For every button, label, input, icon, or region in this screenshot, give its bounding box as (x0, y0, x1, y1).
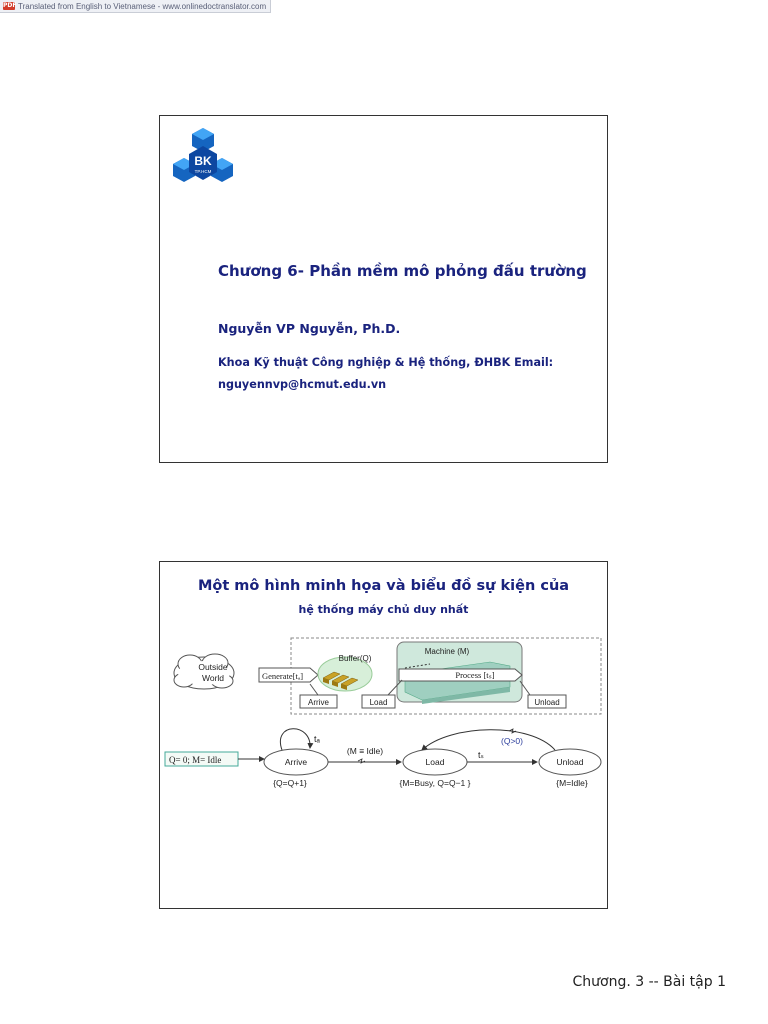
arrive-node-label: Arrive (284, 757, 308, 767)
arrive-box-label: Arrive (308, 698, 329, 707)
affiliation-line-1: Khoa Kỹ thuật Công nghiệp & Hệ thống, ĐHBK Email: (218, 356, 554, 369)
slide-2 (159, 561, 608, 909)
single-server-diagram (160, 632, 607, 792)
generate-label: Generate[tₐ] (262, 671, 304, 681)
arrive-self-loop (280, 729, 310, 750)
ta-label: tₐ (314, 734, 320, 744)
slide-subtitle: hệ thống máy chủ duy nhất (298, 603, 469, 616)
affiliation-email: nguyennvp@hcmut.edu.vn (218, 378, 387, 391)
arrive-action: {Q=Q+1} (273, 778, 307, 788)
outside-world-label-2: World (201, 673, 225, 683)
initial-state-label: Q= 0; M= Idle (169, 755, 222, 765)
author-name: Nguyễn VP Nguyễn, Ph.D. (218, 321, 401, 336)
unload-action: {M=Idle} (556, 778, 588, 788)
page-footer: Chương. 3 -- Bài tập 1 (572, 974, 726, 990)
buffer-label: Buffer(Q) (338, 654, 372, 663)
unload-to-load-arc (422, 730, 555, 750)
load-node-label: Load (425, 757, 445, 767)
banner-text: Translated from English to Vietnamese - www.onlinedoctranslator.com (18, 1, 267, 11)
logo-sub-text: TP.HCM (194, 169, 212, 174)
idle-condition: (M ≡ Idle) (346, 746, 384, 756)
translator-logo-icon: PDF (3, 2, 17, 9)
slide-1 (159, 115, 608, 463)
ts-label: tₛ (478, 750, 484, 760)
logo-main-text: BK (194, 154, 212, 168)
outside-world-label-1: Outside (198, 662, 228, 672)
slide-title: Một mô hình minh họa và biểu đồ sự kiện của (197, 578, 570, 594)
affiliation (218, 352, 598, 396)
load-action: {M=Busy, Q=Q−1 } (399, 778, 471, 788)
queue-condition: (Q>0) (501, 736, 523, 746)
slide-title: Chương 6- Phần mềm mô phỏng đấu trường (218, 262, 587, 280)
unload-box-label: Unload (534, 698, 560, 707)
unload-node-label: Unload (556, 757, 584, 767)
machine-label: Machine (M) (424, 647, 470, 656)
arrive-connector (310, 684, 318, 695)
translation-banner[interactable] (0, 0, 271, 13)
bk-logo (172, 126, 234, 190)
load-box-label: Load (369, 698, 388, 707)
process-label: Process [tₛ] (455, 670, 495, 680)
